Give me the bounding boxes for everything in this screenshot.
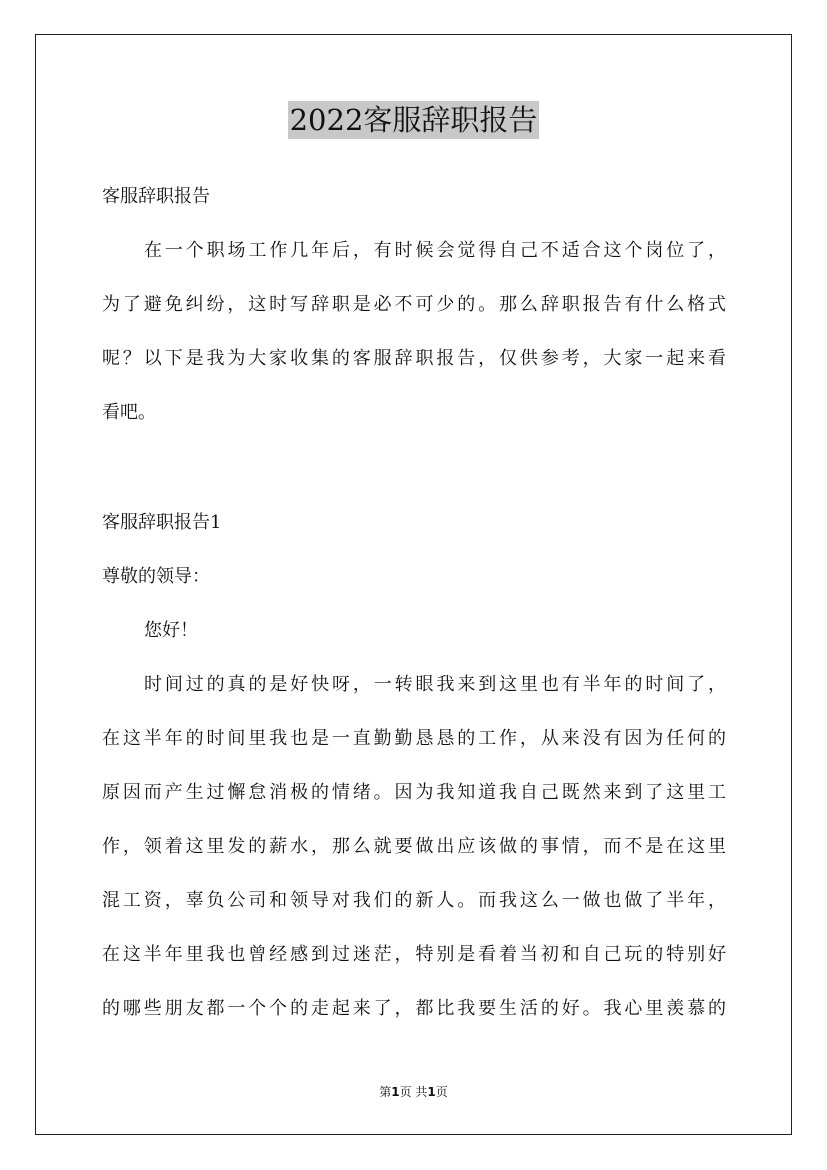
salutation: 尊敬的领导： bbox=[102, 566, 210, 587]
title-text: 2022客服辞职报告 bbox=[289, 103, 538, 137]
footer-suffix: 页 bbox=[435, 1085, 448, 1099]
body-line: 的哪些朋友都一个个的走起来了，都比我要生活的好。我心里羡慕的 bbox=[102, 998, 726, 1019]
body-line: 时间过的真的是好快呀，一转眼我来到这里也有半年的时间了， bbox=[144, 674, 726, 695]
greeting: 您好！ bbox=[144, 620, 198, 641]
intro-line: 看吧。 bbox=[102, 402, 156, 423]
intro-line: 呢？以下是我为大家收集的客服辞职报告，仅供参考，大家一起来看 bbox=[102, 348, 726, 369]
body-line: 作，领着这里发的薪水，那么就要做出应该做的事情，而不是在这里 bbox=[102, 836, 726, 857]
page-footer bbox=[0, 1083, 827, 1100]
body-line: 在这半年里我也曾经感到过迷茫，特别是看着当初和自己玩的特别好 bbox=[102, 944, 726, 965]
body-line: 混工资，辜负公司和领导对我们的新人。而我这么一做也做了半年， bbox=[102, 890, 726, 911]
document-title bbox=[0, 98, 827, 139]
body-line: 原因而产生过懈怠消极的情绪。因为我知道我自己既然来到了这里工 bbox=[102, 782, 726, 803]
section-heading: 客服辞职报告1 bbox=[102, 512, 222, 533]
footer-prefix: 第 bbox=[379, 1085, 392, 1099]
footer-page-number: 1 bbox=[391, 1085, 400, 1099]
intro-line: 为了避免纠纷，这时写辞职是必不可少的。那么辞职报告有什么格式 bbox=[102, 294, 726, 315]
body-line: 在这半年的时间里我也是一直勤勤恳恳的工作，从来没有因为任何的 bbox=[102, 728, 726, 749]
footer-mid: 页 共 bbox=[399, 1085, 428, 1099]
footer-total-pages: 1 bbox=[427, 1085, 436, 1099]
heading-top: 客服辞职报告 bbox=[102, 186, 210, 207]
intro-line: 在一个职场工作几年后，有时候会觉得自己不适合这个岗位了， bbox=[144, 240, 726, 261]
